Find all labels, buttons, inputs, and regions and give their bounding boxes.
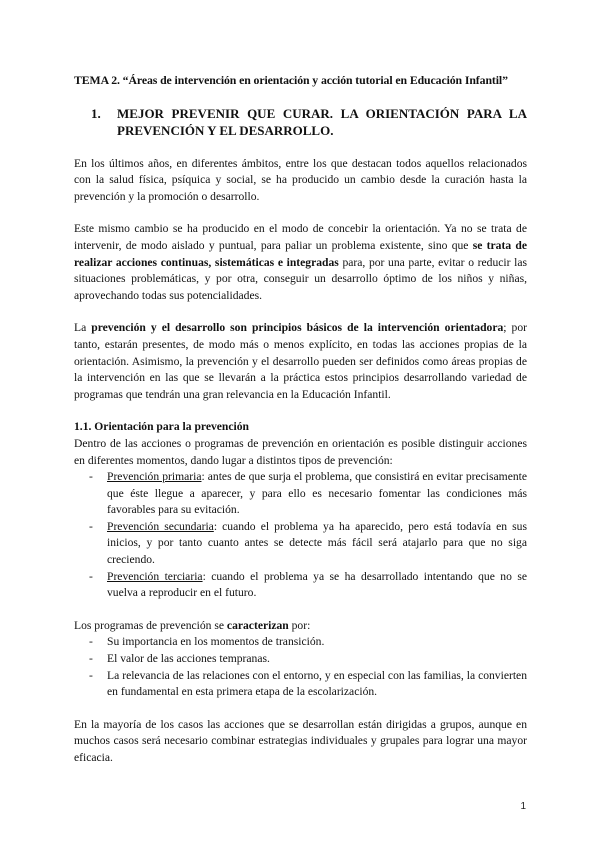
list-item-text: : antes de que surja el problema, que consistirá en evitar precisamente que éste llegue a aparecer, y para ello es necesario fomentar las condiciones más favorables para su evitación.: [107, 470, 528, 517]
list-item-term: Prevención secundaria: [107, 519, 214, 533]
prevention-types-list: [74, 469, 527, 602]
text-run: Este mismo cambio se ha producido en el modo de concebir la orientación. Ya no se trata de intervenir, de modo aislado y puntual, para paliar un problema existente, sino que: [74, 222, 527, 252]
bold-text: se trata de realizar acciones continuas, sistemáticas e integradas: [74, 238, 527, 269]
list-item-text: : cuando el problema ya se ha desarrollado intentando que no se vuelva a reproducir en el futuro.: [107, 569, 527, 600]
text-run: para, por una parte, evitar o reducir las situaciones problemáticas, y por otra, conseguir un desarrollo óptimo de los niños y niñas, aprovechando todas sus potencialidades.: [74, 255, 527, 302]
document-title: TEMA 2. “Áreas de intervención en orientación y acción tutorial en Educación Infantil”: [74, 73, 508, 87]
section-heading: [74, 105, 527, 140]
subsection-intro: Dentro de las acciones o programas de prevención en orientación es posible distinguir acciones en diferentes momentos, dando lugar a distintos tipos de prevención:: [74, 436, 527, 467]
list-item: - La relevancia de las relaciones con el entorno, y en especial con las familias, la convierten en fundamental en esta primera etapa de la escolarización.: [74, 668, 527, 701]
list-item-term: Prevención primaria: [107, 470, 202, 484]
list-item: - Su importancia en los momentos de transición.: [74, 634, 527, 651]
bold-text: caracterizan: [226, 618, 289, 632]
list-item-term: Prevención terciaria: [107, 569, 203, 583]
list-item: [74, 569, 527, 602]
paragraph-closing: En la mayoría de los casos las acciones que se desarrollan están dirigidas a grupos, aunque en muchos casos será necesario combinar estrategias individuales y grupales para lograr una mayor eficacia.: [74, 717, 527, 764]
characteristics-list: [74, 634, 527, 700]
subsection-heading: 1.1. Orientación para la prevención: [74, 420, 249, 434]
page-number: 1: [520, 801, 526, 812]
section-title: MEJOR PREVENIR QUE CURAR. LA ORIENTACIÓN PARA LA PREVENCIÓN Y EL DESARROLLO.: [117, 105, 527, 139]
bold-text: prevención y el desarrollo son principios básicos de la intervención orientadora: [91, 321, 504, 335]
list-item: - El valor de las acciones tempranas.: [74, 651, 527, 668]
list-item: [74, 469, 527, 519]
text-run: ; por tanto, estarán presentes, de modo más o menos explícito, en todas las acciones propias de la orientación. Asimismo, la prevención y el desarrollo pueden ser definidos como áreas propias de la intervención en las que se llevarán a la práctica estos principios desarrollando variedad de programas que tendrán una gran relevancia en la Educación Infantil.: [74, 321, 527, 401]
text-run: La: [74, 321, 92, 335]
section-number: 1.: [91, 105, 101, 121]
list-item-text: : cuando el problema ya ha aparecido, pero está todavía en sus inicios, y por tanto cuanto antes se detecte más fácil será atajarlo para que no siga creciendo.: [107, 519, 527, 567]
text-run: por:: [288, 618, 311, 632]
list-item: [74, 519, 527, 569]
text-run: Los programas de prevención se: [74, 618, 227, 632]
document-body: [74, 72, 527, 767]
paragraph-characteristics: [74, 618, 527, 635]
paragraph-intro: En los últimos años, en diferentes ámbitos, entre los que destacan todos aquellos relacionados con la salud física, psíquica y social, se ha producido un cambio desde la curación hasta la prevención y la promoción o desarrollo.: [74, 156, 527, 203]
paragraph-principles: [74, 320, 527, 403]
paragraph-orientation-change: [74, 221, 527, 304]
